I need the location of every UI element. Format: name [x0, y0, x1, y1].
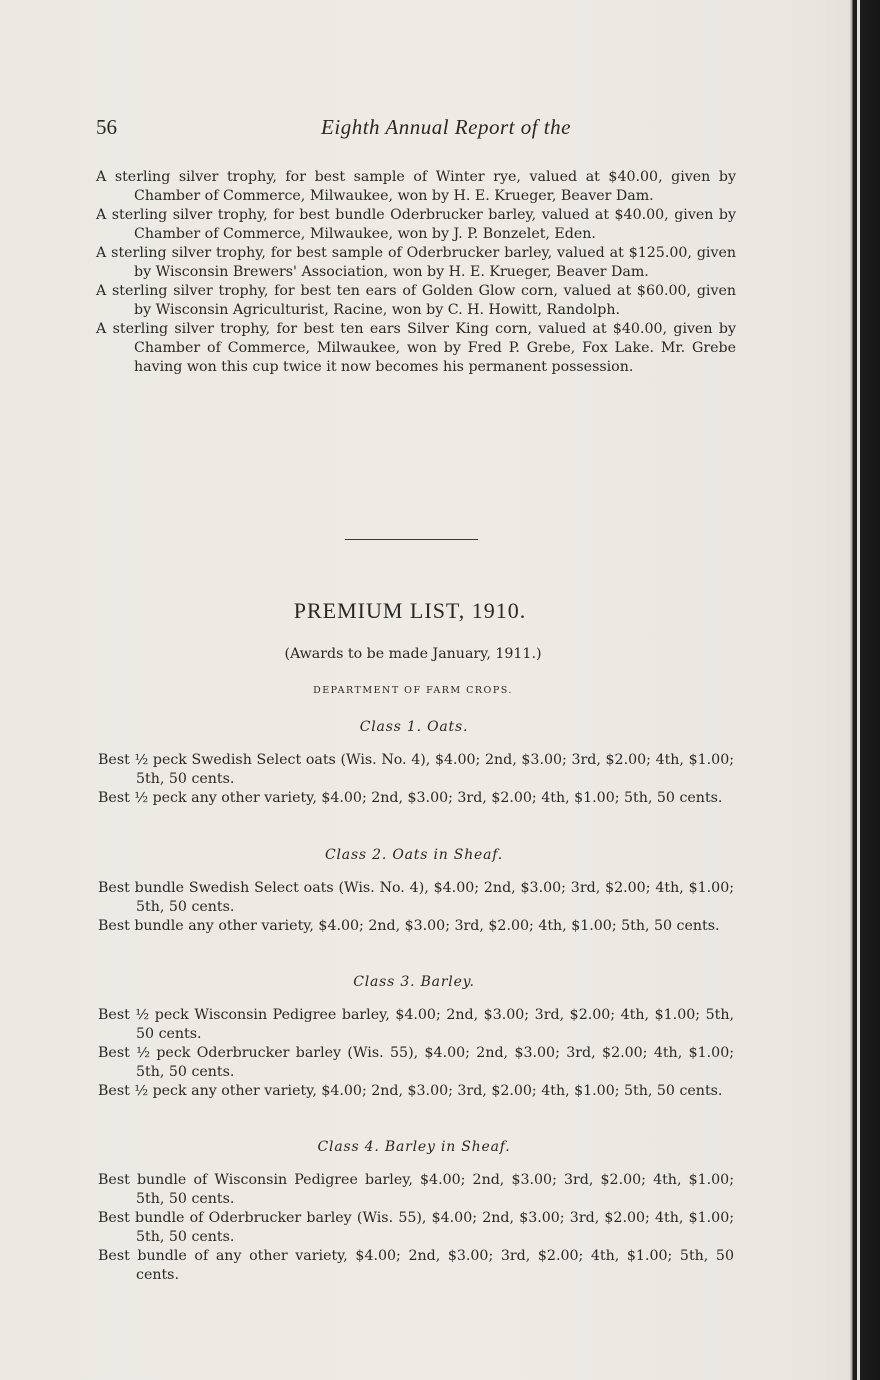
premium-entry: Best ½ peck Swedish Select oats (Wis. No. 4), $4.00; 2nd, $3.00; 3rd, $2.00; 4th, $1.00; 5th, 50 cents. — [98, 752, 734, 787]
class-entries-barley — [98, 1006, 734, 1101]
trophy-entry: A sterling silver trophy, for best sample of Winter rye, valued at $40.00, given by Chamber of Commerce, Milwaukee, won by H. E. Krueger, Beaver Dam. — [96, 169, 736, 204]
class-entries-oats-in-sheaf — [98, 879, 734, 936]
premium-entry: Best bundle of Wisconsin Pedigree barley, $4.00; 2nd, $3.00; 3rd, $2.00; 4th, $1.00; 5th, 50 cents. — [98, 1172, 734, 1207]
premium-entry: Best ½ peck any other variety, $4.00; 2nd, $3.00; 3rd, $2.00; 4th, $1.00; 5th, 50 cents. — [98, 1083, 723, 1099]
section-divider — [345, 539, 478, 540]
department-heading: DEPARTMENT OF FARM CROPS. — [313, 685, 513, 696]
class-heading-barley: Class 3. Barley. — [353, 974, 475, 990]
premium-entry: Best bundle Swedish Select oats (Wis. No. 4), $4.00; 2nd, $3.00; 3rd, $2.00; 4th, $1.00; 5th, 50 cents. — [98, 880, 734, 915]
premium-entry: Best ½ peck Wisconsin Pedigree barley, $4.00; 2nd, $3.00; 3rd, $2.00; 4th, $1.00; 5th, 50 cents. — [98, 1007, 734, 1042]
running-title: Eighth Annual Report of the — [321, 115, 571, 139]
premium-entry: Best bundle any other variety, $4.00; 2nd, $3.00; 3rd, $2.00; 4th, $1.00; 5th, 50 cents. — [98, 918, 720, 934]
page-edge — [857, 0, 860, 1380]
trophy-entry: A sterling silver trophy, for best ten ears of Golden Glow corn, valued at $60.00, given by Wisconsin Agriculturist, Racine, won by C. H. Howitt, Randolph. — [96, 283, 736, 318]
premium-entry: Best ½ peck any other variety, $4.00; 2nd, $3.00; 3rd, $2.00; 4th, $1.00; 5th, 50 cents. — [98, 790, 723, 806]
class-entries-oats — [98, 751, 734, 808]
premium-entry: Best bundle of any other variety, $4.00; 2nd, $3.00; 3rd, $2.00; 4th, $1.00; 5th, 50 cents. — [98, 1248, 734, 1283]
premium-entry: Best bundle of Oderbrucker barley (Wis. 55), $4.00; 2nd, $3.00; 3rd, $2.00; 4th, $1.00; 5th, 50 cents. — [98, 1210, 734, 1245]
trophy-entry: A sterling silver trophy, for best bundle Oderbrucker barley, valued at $40.00, given by Chamber of Commerce, Milwaukee, won by J. P. Bonzelet, Eden. — [96, 207, 736, 242]
premium-entry: Best ½ peck Oderbrucker barley (Wis. 55), $4.00; 2nd, $3.00; 3rd, $2.00; 4th, $1.00; 5th, 50 cents. — [98, 1045, 734, 1080]
page-number: 56 — [96, 115, 117, 139]
class-entries-barley-in-sheaf — [98, 1171, 734, 1285]
trophy-list — [96, 168, 736, 377]
class-heading-barley-in-sheaf: Class 4. Barley in Sheaf. — [317, 1139, 511, 1155]
book-spine-shadow — [850, 0, 880, 1380]
class-heading-oats: Class 1. Oats. — [359, 719, 469, 735]
premium-list-title: PREMIUM LIST, 1910. — [293, 598, 527, 623]
awards-note: (Awards to be made January, 1911.) — [284, 646, 542, 662]
trophy-entry: A sterling silver trophy, for best sample of Oderbrucker barley, valued at $125.00, given by Wisconsin Brewers' Association, won by H. E. Krueger, Beaver Dam. — [96, 245, 736, 280]
running-header — [96, 115, 736, 141]
trophy-entry: A sterling silver trophy, for best ten ears Silver King corn, valued at $40.00, given by Chamber of Commerce, Milwaukee, won by Fred P. Grebe, Fox Lake. Mr. Grebe having won this cup twice it now becomes his permanent possession. — [96, 321, 736, 375]
class-heading-oats-in-sheaf: Class 2. Oats in Sheaf. — [325, 847, 503, 863]
